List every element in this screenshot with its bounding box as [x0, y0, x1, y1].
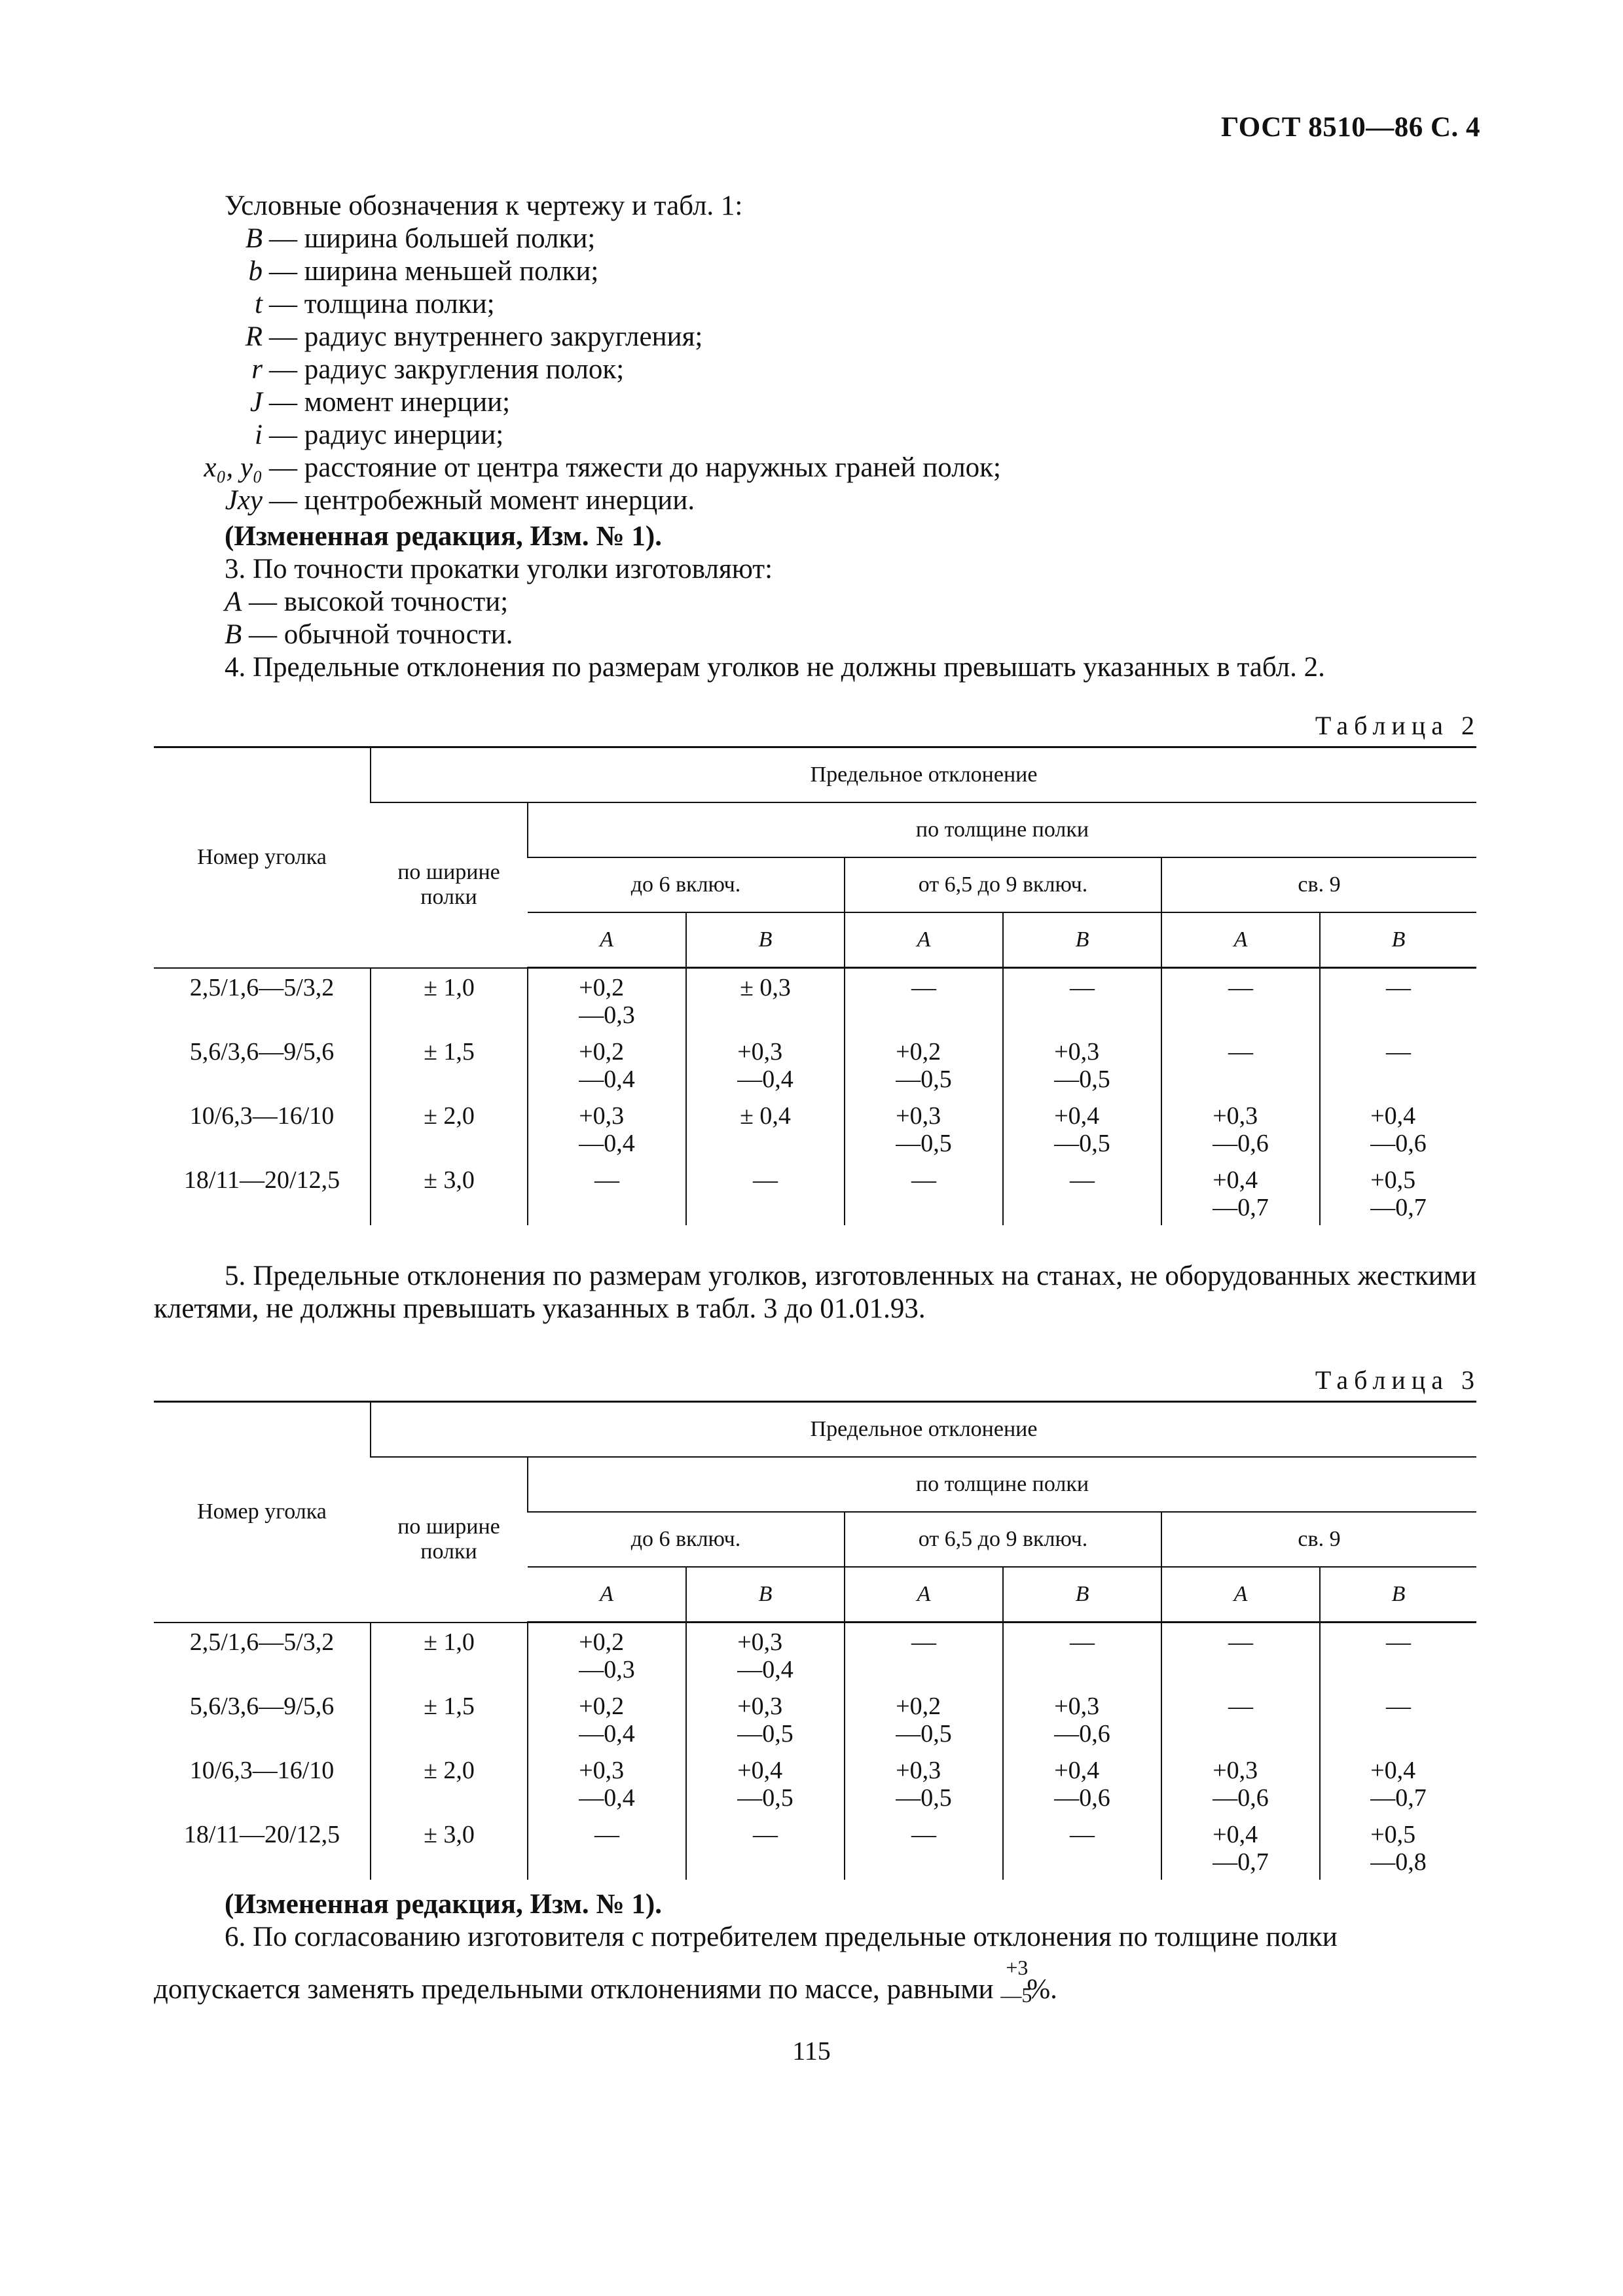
tolerance-value: —	[594, 1166, 619, 1194]
tolerance-value: —0,5	[896, 1720, 952, 1748]
legend-desc: — радиус инерции;	[269, 420, 504, 450]
legend-desc: — ширина меньшей полки;	[269, 256, 599, 287]
angle-number-cell: 2,5/1,6—5/3,2	[189, 1628, 335, 1656]
table-row	[154, 1097, 1476, 1161]
tolerance-value: —0,6	[1370, 1130, 1427, 1157]
legend-item	[151, 223, 1001, 255]
tolerance-value: —0,7	[1370, 1194, 1427, 1221]
para-5: 5. Предельные отклонения по размерам уголков, изготовленных на станах, не оборудованных жесткими клетями, не должны превышать указанных в табл. 3 до 01.01.93.	[154, 1261, 1476, 1324]
para-6-text: допускается заменять предельными отклонениями по массе, равными	[154, 1974, 994, 2005]
legend-item	[151, 321, 1001, 353]
tolerance-value: +0,2	[579, 1038, 625, 1066]
accuracy-a-header: A	[845, 912, 1003, 968]
legend-item	[151, 419, 1001, 452]
tolerance-values	[740, 1102, 791, 1130]
legend-symbol: r	[251, 354, 263, 385]
tolerance-values	[896, 1757, 952, 1812]
tolerance-value: —	[1386, 974, 1411, 1001]
thickness-tolerance-cell	[686, 1161, 845, 1225]
accuracy-b-header: B	[1320, 912, 1476, 968]
accuracy-a-header: A	[1161, 912, 1320, 968]
table-row	[154, 968, 1476, 1033]
col-number-header: Номер уголка	[154, 747, 371, 968]
tolerance-values	[1228, 974, 1253, 1001]
width-tolerance-cell: ± 2,0	[371, 1097, 528, 1161]
tolerance-values	[740, 974, 791, 1001]
from-6-5-to-9-header: от 6,5 до 9 включ.	[845, 857, 1161, 912]
tolerance-value: +0,4	[1054, 1757, 1100, 1784]
tolerance-value: —0,7	[1213, 1194, 1269, 1221]
tolerance-value: —	[1228, 1038, 1253, 1066]
thickness-tolerance-cell	[1161, 1161, 1320, 1225]
over-9-header: св. 9	[1161, 1512, 1476, 1567]
legend-item	[151, 484, 1001, 517]
thickness-tolerance-cell	[1003, 1161, 1161, 1225]
table-row	[154, 1687, 1476, 1751]
thickness-tolerance-cell	[845, 968, 1003, 1033]
thickness-tolerance-cell	[686, 1687, 845, 1751]
tolerance-value: —	[1070, 1628, 1095, 1656]
accuracy-b-header: B	[686, 1567, 845, 1623]
thickness-tolerance-cell	[686, 1751, 845, 1816]
accuracy-b-header: B	[686, 912, 845, 968]
thickness-tolerance-cell	[1003, 1623, 1161, 1688]
tolerance-value: +0,2	[896, 1693, 941, 1720]
para-3-item-b	[225, 619, 513, 651]
accuracy-a-header: A	[1161, 1567, 1320, 1623]
tolerance-values	[579, 1757, 635, 1812]
angle-number-cell: 18/11—20/12,5	[183, 1821, 340, 1848]
thickness-tolerance-cell	[1003, 1033, 1161, 1097]
tolerance-value: —0,7	[1213, 1848, 1269, 1876]
thickness-tolerance-cell	[1161, 968, 1320, 1033]
table-row	[154, 1161, 1476, 1225]
tolerance-values	[594, 1821, 619, 1848]
thickness-tolerance-cell	[686, 1623, 845, 1688]
up-to-6-header: до 6 включ.	[528, 857, 845, 912]
legend-symbol: b	[248, 256, 263, 287]
amendment-note-2: (Измененная редакция, Изм. № 1).	[225, 1889, 662, 1920]
tolerance-values	[1386, 1038, 1411, 1066]
tolerance-values	[1213, 1757, 1269, 1812]
thickness-tolerance-cell	[1003, 968, 1161, 1033]
tolerance-value: —0,5	[896, 1784, 952, 1812]
tolerance-value: +0,3	[579, 1102, 625, 1130]
tolerance-values	[737, 1693, 793, 1748]
tolerance-values	[1370, 1166, 1427, 1221]
accuracy-desc: — обычной точности.	[249, 619, 513, 650]
amendment-note: (Измененная редакция, Изм. № 1).	[225, 521, 662, 552]
table-3-caption: Таблица 3	[1315, 1365, 1480, 1395]
thickness-tolerance-cell	[1161, 1097, 1320, 1161]
tolerance-value: +0,3	[737, 1038, 783, 1066]
thickness-tolerance-cell	[1320, 1161, 1476, 1225]
para-6-line-2	[154, 1956, 1057, 2007]
tolerance-value: +0,5	[1370, 1166, 1416, 1194]
tolerance-values	[1370, 1821, 1427, 1876]
tolerance-value: +0,5	[1370, 1821, 1416, 1848]
up-to-6-header: до 6 включ.	[528, 1512, 845, 1567]
accuracy-symbol: B	[225, 619, 242, 650]
legend-symbol: B	[245, 223, 263, 254]
legend-desc: — центробежный момент инерции.	[269, 485, 695, 516]
tolerance-value: +0,2	[579, 1693, 625, 1720]
tolerance-value: —0,7	[1370, 1784, 1427, 1812]
tolerance-values	[911, 1166, 936, 1194]
tolerance-values	[737, 1757, 793, 1812]
tolerance-value: —0,3	[579, 1656, 635, 1683]
tolerance-value: —	[1070, 1166, 1095, 1194]
tolerance-values	[1370, 1757, 1427, 1812]
legend-intro: Условные обозначения к чертежу и табл. 1:	[225, 190, 743, 221]
tolerance-value: —0,5	[896, 1066, 952, 1093]
tolerance-values	[579, 1693, 635, 1748]
tolerance-values	[1054, 1102, 1110, 1157]
para-3: 3. По точности прокатки уголки изготовляют:	[225, 554, 773, 584]
by-thickness-header: по толщине полки	[528, 802, 1476, 857]
tolerance-value: —0,4	[579, 1130, 635, 1157]
accuracy-a-header: A	[845, 1567, 1003, 1623]
table-row	[154, 1751, 1476, 1816]
tolerance-value: —0,4	[737, 1066, 793, 1093]
tolerance-value: +0,4	[1370, 1757, 1416, 1784]
width-tolerance-cell: ± 2,0	[371, 1751, 528, 1816]
accuracy-a-header: A	[528, 912, 686, 968]
thickness-tolerance-cell	[686, 1816, 845, 1880]
thickness-tolerance-cell	[528, 1687, 686, 1751]
tolerance-value: —0,5	[896, 1130, 952, 1157]
tolerance-value: —	[1386, 1038, 1411, 1066]
by-width-header: по ширине полки	[371, 1457, 528, 1623]
angle-number-cell: 10/6,3—16/10	[189, 1757, 335, 1784]
accuracy-b-header: B	[1003, 912, 1161, 968]
tolerance-value: —	[1228, 1693, 1253, 1720]
accuracy-desc: — высокой точности;	[249, 586, 509, 617]
tolerance-value: +0,3	[1054, 1038, 1100, 1066]
tolerance-values	[1054, 1757, 1110, 1812]
over-9-header: св. 9	[1161, 857, 1476, 912]
tolerance-value: —	[1070, 974, 1095, 1001]
tolerance-values	[1070, 1821, 1095, 1848]
tolerance-value: +0,2	[579, 974, 625, 1001]
tolerance-values	[579, 974, 635, 1029]
thickness-tolerance-cell	[1161, 1687, 1320, 1751]
tolerance-values	[579, 1102, 635, 1157]
thickness-tolerance-cell	[528, 1097, 686, 1161]
tolerance-values	[737, 1628, 793, 1683]
tolerance-value: +0,2	[579, 1628, 625, 1656]
tolerance-value: +0,4	[1054, 1102, 1100, 1130]
tolerance-values	[896, 1038, 952, 1093]
thickness-tolerance-cell	[845, 1623, 1003, 1688]
tolerance-value: —0,6	[1213, 1784, 1269, 1812]
tolerance-values	[1370, 1102, 1427, 1157]
thickness-tolerance-cell	[1320, 1033, 1476, 1097]
legend-desc: — толщина полки;	[269, 289, 495, 319]
tolerance-values	[1228, 1038, 1253, 1066]
table-row	[154, 1623, 1476, 1688]
width-tolerance-cell: ± 3,0	[371, 1816, 528, 1880]
thickness-tolerance-cell	[528, 968, 686, 1033]
thickness-tolerance-cell	[845, 1097, 1003, 1161]
tolerance-values	[1386, 1628, 1411, 1656]
thickness-tolerance-cell	[1320, 1623, 1476, 1688]
angle-number-cell: 5,6/3,6—9/5,6	[189, 1693, 335, 1720]
table-row	[154, 1033, 1476, 1097]
thickness-tolerance-cell	[528, 1816, 686, 1880]
col-number-header: Номер уголка	[154, 1402, 371, 1623]
accuracy-a-header: A	[528, 1567, 686, 1623]
tolerance-values	[594, 1166, 619, 1194]
legend-symbol: R	[245, 321, 263, 352]
limit-dev-header: Предельное отклонение	[371, 747, 1476, 803]
thickness-tolerance-cell	[1320, 1751, 1476, 1816]
legend-desc: — радиус внутреннего закругления;	[269, 321, 703, 352]
tolerance-value: —0,4	[579, 1066, 635, 1093]
legend-list	[151, 223, 1001, 517]
thickness-tolerance-cell	[686, 1097, 845, 1161]
tolerance-values	[911, 1821, 936, 1848]
angle-number-cell: 5,6/3,6—9/5,6	[189, 1038, 335, 1066]
tolerance-value: +0,3	[579, 1757, 625, 1784]
legend-symbol: J	[249, 387, 263, 418]
accuracy-symbol: A	[225, 586, 242, 617]
legend-item	[151, 452, 1001, 484]
thickness-tolerance-cell	[1161, 1033, 1320, 1097]
table-row	[154, 1816, 1476, 1880]
tolerance-values	[1213, 1166, 1269, 1221]
tolerance-value: —0,5	[1054, 1066, 1110, 1093]
legend-item	[151, 255, 1001, 288]
tolerance-values	[753, 1821, 778, 1848]
tolerance-value: —0,5	[737, 1784, 793, 1812]
thickness-tolerance-cell	[845, 1033, 1003, 1097]
tolerance-value: +0,3	[896, 1102, 941, 1130]
page-number: 115	[792, 2036, 831, 2066]
angle-number-cell: 10/6,3—16/10	[189, 1102, 335, 1130]
mass-tolerance	[1000, 1956, 1032, 2007]
tolerance-value: +0,4	[1370, 1102, 1416, 1130]
thickness-tolerance-cell	[1161, 1623, 1320, 1688]
thickness-tolerance-cell	[845, 1161, 1003, 1225]
tolerance-value: ± 0,4	[740, 1102, 791, 1130]
tolerance-values	[896, 1102, 952, 1157]
legend-symbol: x₀, y₀	[204, 452, 263, 483]
thickness-tolerance-cell	[1161, 1816, 1320, 1880]
tolerance-values	[1228, 1693, 1253, 1720]
tolerance-value: +0,3	[1054, 1693, 1100, 1720]
tolerance-lower: —5	[1000, 1983, 1032, 2007]
legend-item	[151, 288, 1001, 321]
thickness-tolerance-cell	[1003, 1816, 1161, 1880]
tolerance-value: —	[1070, 1821, 1095, 1848]
thickness-tolerance-cell	[686, 1033, 845, 1097]
tolerance-value: +0,3	[737, 1693, 783, 1720]
tolerance-values	[579, 1038, 635, 1093]
tolerance-value: ± 0,3	[740, 974, 791, 1001]
table-3	[154, 1401, 1476, 1880]
tolerance-values	[1228, 1628, 1253, 1656]
thickness-tolerance-cell	[528, 1751, 686, 1816]
table-2-caption: Таблица 2	[1315, 711, 1480, 740]
tolerance-value: —0,5	[737, 1720, 793, 1748]
para-4: 4. Предельные отклонения по размерам уголков не должны превышать указанных в табл. 2.	[225, 652, 1325, 683]
by-width-header: по ширине полки	[371, 802, 528, 968]
tolerance-value: —	[594, 1821, 619, 1848]
thickness-tolerance-cell	[528, 1161, 686, 1225]
tolerance-value: —0,3	[579, 1001, 635, 1029]
angle-number-cell: 18/11—20/12,5	[183, 1166, 340, 1194]
tolerance-value: —	[753, 1166, 778, 1194]
thickness-tolerance-cell	[1320, 968, 1476, 1033]
tolerance-values	[1386, 1693, 1411, 1720]
tolerance-values	[911, 1628, 936, 1656]
thickness-tolerance-cell	[1161, 1751, 1320, 1816]
tolerance-values	[1386, 974, 1411, 1001]
tolerance-values	[1070, 1166, 1095, 1194]
legend-desc: — момент инерции;	[269, 387, 511, 418]
accuracy-b-header: B	[1320, 1567, 1476, 1623]
tolerance-value: —0,5	[1054, 1130, 1110, 1157]
tolerance-values	[896, 1693, 952, 1748]
thickness-tolerance-cell	[528, 1623, 686, 1688]
tolerance-value: —0,6	[1213, 1130, 1269, 1157]
thickness-tolerance-cell	[845, 1816, 1003, 1880]
thickness-tolerance-cell	[686, 968, 845, 1033]
percent-sign: %.	[1027, 1974, 1057, 2005]
page-header: ГОСТ 8510—86 С. 4	[1220, 112, 1480, 143]
tolerance-value: —0,4	[579, 1720, 635, 1748]
thickness-tolerance-cell	[1003, 1687, 1161, 1751]
tolerance-value: +0,4	[1213, 1166, 1258, 1194]
legend-desc: — расстояние от центра тяжести до наружных граней полок;	[269, 452, 1001, 483]
accuracy-b-header: B	[1003, 1567, 1161, 1623]
width-tolerance-cell: ± 1,5	[371, 1033, 528, 1097]
tolerance-value: +0,3	[1213, 1757, 1258, 1784]
tolerance-value: +0,4	[737, 1757, 783, 1784]
tolerance-value: —0,6	[1054, 1720, 1110, 1748]
width-tolerance-cell: ± 1,5	[371, 1687, 528, 1751]
tolerance-value: —	[911, 1166, 936, 1194]
thickness-tolerance-cell	[1320, 1816, 1476, 1880]
tolerance-value: —	[1228, 974, 1253, 1001]
width-tolerance-cell: ± 1,0	[371, 1623, 528, 1688]
thickness-tolerance-cell	[1003, 1097, 1161, 1161]
tolerance-values	[1213, 1102, 1269, 1157]
legend-desc: — радиус закругления полок;	[269, 354, 625, 385]
tolerance-value: —	[1386, 1693, 1411, 1720]
angle-number-cell: 2,5/1,6—5/3,2	[189, 973, 335, 1001]
tolerance-value: —0,4	[737, 1656, 793, 1683]
tolerance-value: +0,2	[896, 1038, 941, 1066]
tolerance-value: —	[1386, 1628, 1411, 1656]
tolerance-values	[753, 1166, 778, 1194]
tolerance-values	[737, 1038, 793, 1093]
tolerance-value: +0,3	[896, 1757, 941, 1784]
tolerance-values	[1054, 1693, 1110, 1748]
tolerance-values	[1070, 1628, 1095, 1656]
para-3-item-a	[225, 586, 508, 619]
tolerance-value: —	[911, 1821, 936, 1848]
thickness-tolerance-cell	[845, 1687, 1003, 1751]
thickness-tolerance-cell	[1320, 1687, 1476, 1751]
legend-symbol: t	[255, 289, 263, 319]
legend-symbol: i	[255, 420, 263, 450]
thickness-tolerance-cell	[528, 1033, 686, 1097]
tolerance-values	[579, 1628, 635, 1683]
tolerance-value: —	[911, 974, 936, 1001]
tolerance-value: —0,4	[579, 1784, 635, 1812]
legend-desc: — ширина большей полки;	[269, 223, 596, 254]
tolerance-value: —	[753, 1821, 778, 1848]
table-2	[154, 746, 1476, 1225]
tolerance-value: —	[911, 1628, 936, 1656]
width-tolerance-cell: ± 1,0	[371, 968, 528, 1033]
thickness-tolerance-cell	[1003, 1751, 1161, 1816]
limit-dev-header: Предельное отклонение	[371, 1402, 1476, 1458]
tolerance-values	[911, 974, 936, 1001]
tolerance-value: +0,3	[1213, 1102, 1258, 1130]
legend-item	[151, 386, 1001, 419]
tolerance-value: —	[1228, 1628, 1253, 1656]
tolerance-value: +0,3	[737, 1628, 783, 1656]
tolerance-values	[1054, 1038, 1110, 1093]
tolerance-value: —0,8	[1370, 1848, 1427, 1876]
by-thickness-header: по толщине полки	[528, 1457, 1476, 1512]
tolerance-value: —0,6	[1054, 1784, 1110, 1812]
thickness-tolerance-cell	[845, 1751, 1003, 1816]
tolerance-values	[1213, 1821, 1269, 1876]
legend-symbol: Jxy	[225, 485, 263, 516]
thickness-tolerance-cell	[1320, 1097, 1476, 1161]
from-6-5-to-9-header: от 6,5 до 9 включ.	[845, 1512, 1161, 1567]
tolerance-value: +0,4	[1213, 1821, 1258, 1848]
legend-item	[151, 353, 1001, 386]
para-6-line-1: 6. По согласованию изготовителя с потребителем предельные отклонения по толщине полки	[225, 1922, 1338, 1952]
width-tolerance-cell: ± 3,0	[371, 1161, 528, 1225]
tolerance-upper: +3	[1006, 1956, 1029, 1979]
tolerance-values	[1070, 974, 1095, 1001]
